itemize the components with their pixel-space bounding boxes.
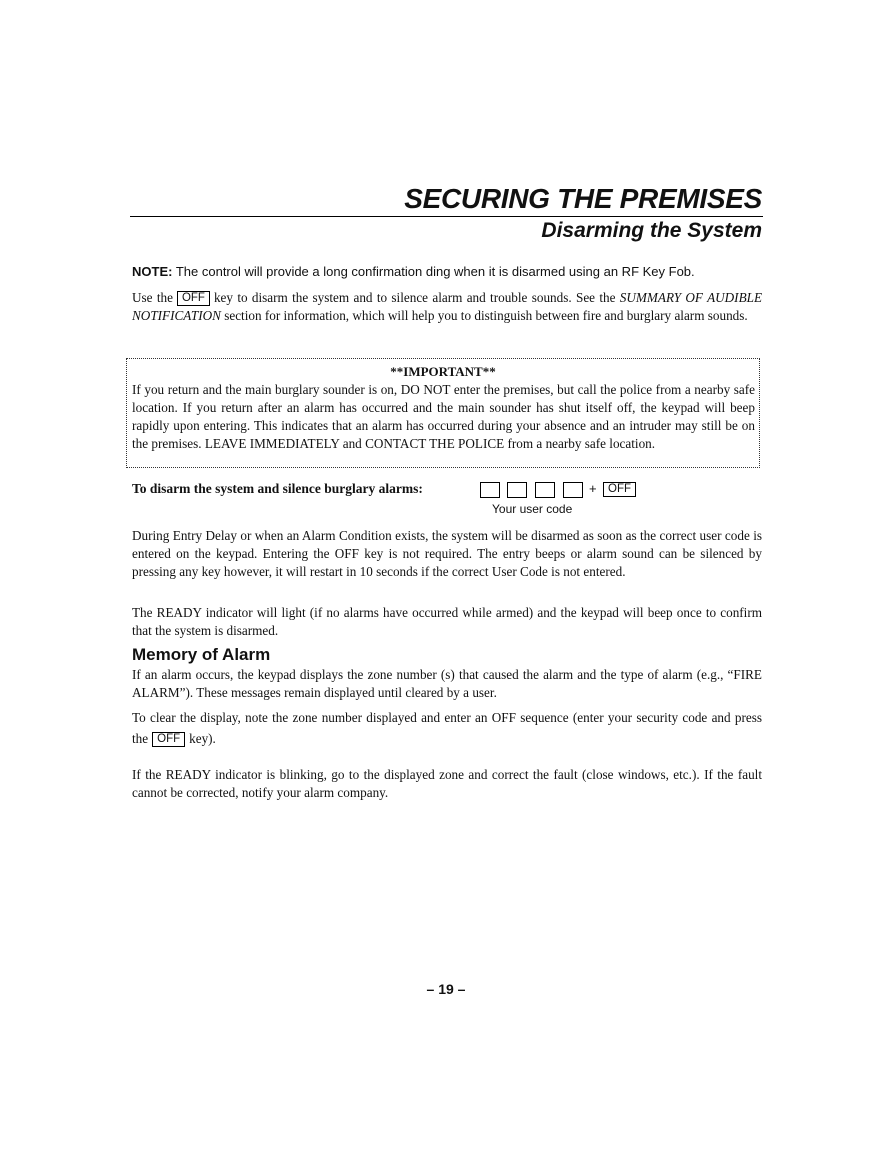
intro-text-3: section for information, which will help you to distinguish between fire and burglary alarm sounds.: [224, 308, 748, 323]
entry-delay-paragraph: During Entry Delay or when an Alarm Condition exists, the system will be disarmed as soon as the correct user code is entered on the keypad. Entering the OFF key is not required. The entry beeps or alarm sound can be silenced by pressing any key however, it will restart in 10 seconds if the correct User Code is not entered.: [132, 528, 762, 579]
plus-sign: +: [589, 481, 597, 496]
user-code-caption: Your user code: [492, 502, 573, 516]
intro-text-1: Use the: [132, 290, 173, 305]
ready-paragraph: The READY indicator will light (if no alarms have occurred while armed) and the keypad will beep once to confirm that the system is disarmed.: [132, 605, 762, 638]
off-key-label: OFF: [152, 732, 185, 747]
user-code-digit-box: [507, 482, 527, 498]
intro-paragraph: [132, 289, 762, 325]
section-title: Disarming the System: [541, 219, 762, 242]
user-code-digit-box: [480, 482, 500, 498]
note-text: The control will provide a long confirmation ding when it is disarmed using an RF Key Fob.: [175, 264, 695, 279]
memory-paragraph-1: If an alarm occurs, the keypad displays the zone number (s) that caused the alarm and the type of alarm (e.g., “FIRE ALARM”). These messages remain displayed until cleared by a user.: [132, 667, 762, 700]
off-key-label: OFF: [603, 482, 636, 497]
user-code-digit-box: [535, 482, 555, 498]
memory-paragraph-3: If the READY indicator is blinking, go to the displayed zone and correct the fault (close windows, etc.). If the fault cannot be corrected, notify your alarm company.: [132, 767, 762, 800]
memory-text-2: key).: [189, 731, 216, 746]
disarm-instruction: To disarm the system and silence burglary alarms:: [132, 481, 423, 496]
important-text: If you return and the main burglary sounder is on, DO NOT enter the premises, but call the police from a nearby safe location. If you return after an alarm has occurred and the main sounder has shut itself off, the keypad will beep rapidly upon entering. This indicates that an alarm has occurred during your absence and an intruder may still be on the premises. LEAVE IMMEDIATELY and CONTACT THE POLICE from a nearby safe location.: [132, 382, 755, 451]
chapter-title: SECURING THE PREMISES: [404, 183, 762, 214]
important-heading: **IMPORTANT**: [390, 364, 496, 379]
title-divider: [130, 216, 763, 217]
page-number: – 19 –: [426, 981, 466, 997]
memory-of-alarm-heading: Memory of Alarm: [132, 645, 271, 664]
intro-text-2: key to disarm the system and to silence alarm and trouble sounds. See the: [213, 290, 616, 305]
off-key-label: OFF: [177, 291, 210, 306]
note: [132, 264, 695, 279]
user-code-digit-box: [563, 482, 583, 498]
note-label: NOTE:: [132, 264, 173, 279]
important-box: [126, 358, 760, 468]
memory-text-1: To clear the display, note the zone number displayed and enter an OFF sequence (enter your security code and press the: [132, 710, 762, 746]
intro-reference: SUMMARY OF AUDIBLE NOTIFICATION: [132, 290, 763, 323]
memory-paragraph-2: [132, 707, 762, 749]
